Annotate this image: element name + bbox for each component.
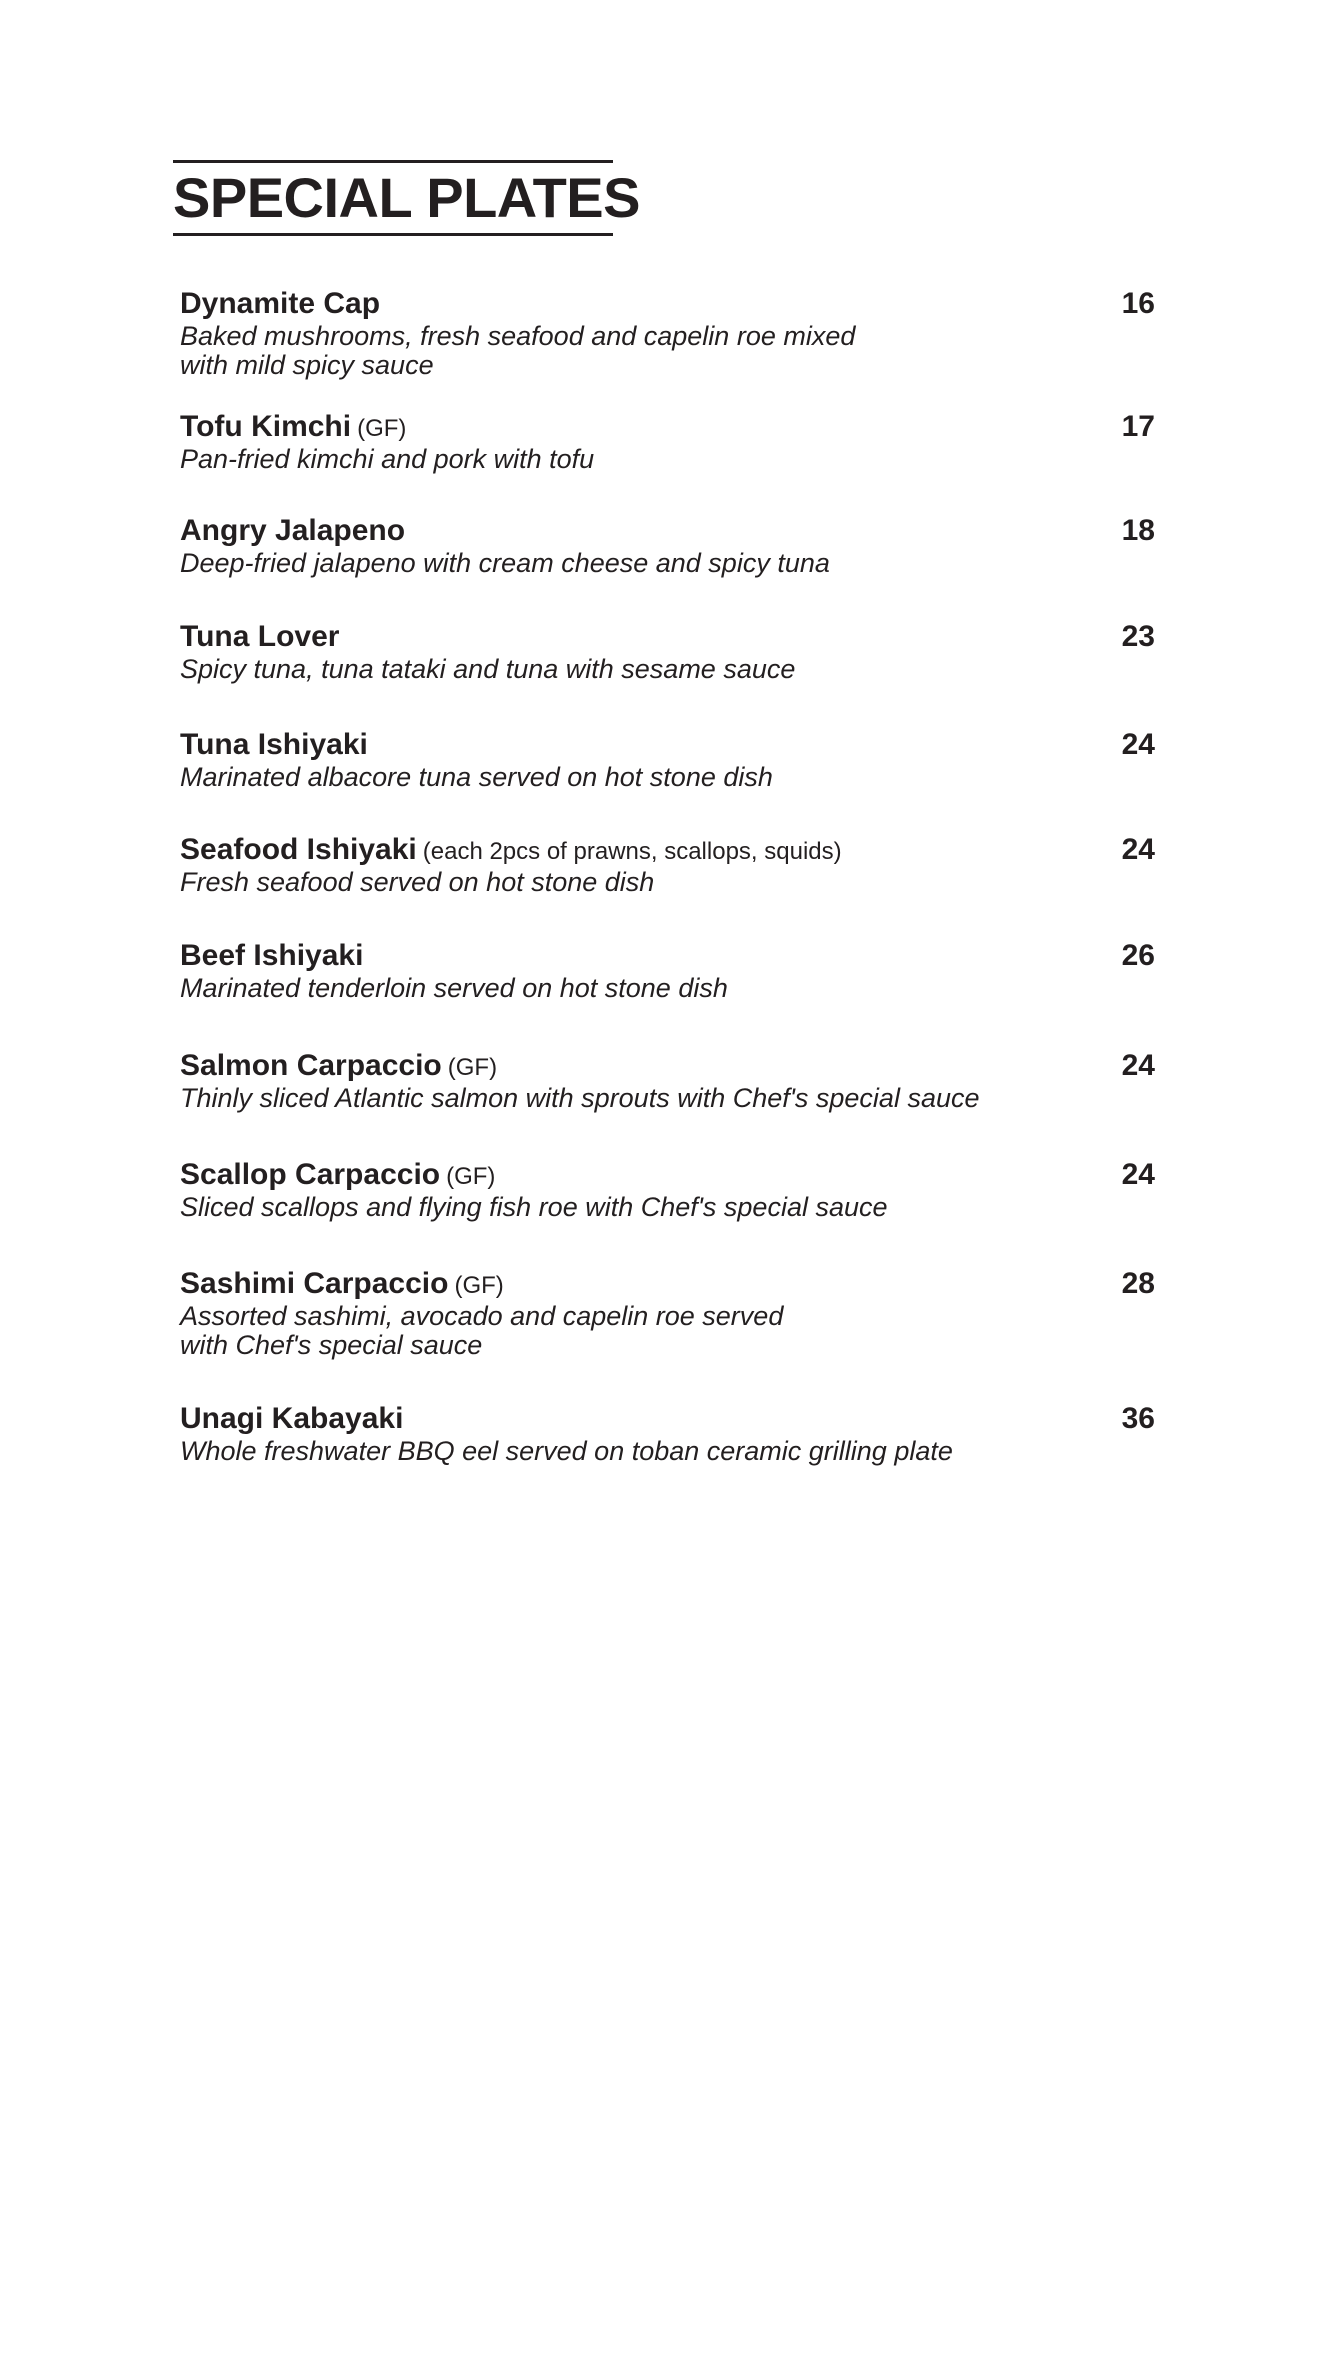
menu-item	[180, 621, 1155, 684]
item-note: (GF)	[357, 415, 407, 442]
item-description: Fresh seafood served on hot stone dish	[180, 867, 655, 897]
menu-item	[180, 729, 1155, 792]
item-note: (GF)	[446, 1163, 496, 1190]
item-description: Baked mushrooms, fresh seafood and capelin roe mixed with mild spicy sauce	[180, 321, 856, 380]
item-price: 24	[1121, 833, 1155, 866]
item-name: Tuna Lover	[180, 620, 340, 653]
item-name: Salmon Carpaccio (GF)	[180, 1049, 498, 1082]
item-price: 36	[1121, 1402, 1155, 1435]
item-description: Thinly sliced Atlantic salmon with sprouts with Chef's special sauce	[180, 1083, 980, 1113]
item-name: Unagi Kabayaki	[180, 1402, 404, 1435]
menu-item	[180, 1159, 1155, 1222]
item-name: Tuna Ishiyaki	[180, 728, 368, 761]
menu-item	[180, 940, 1155, 1003]
item-name: Seafood Ishiyaki (each 2pcs of prawns, scallops, squids)	[180, 833, 842, 866]
item-price: 16	[1121, 287, 1155, 320]
item-description: Marinated tenderloin served on hot stone dish	[180, 973, 728, 1003]
item-name: Scallop Carpaccio (GF)	[180, 1158, 496, 1191]
menu-item	[180, 1268, 1155, 1360]
item-note: (each 2pcs of prawns, scallops, squids)	[422, 838, 842, 865]
item-price: 28	[1121, 1267, 1155, 1300]
item-price: 18	[1121, 514, 1155, 547]
section-title: SPECIAL PLATES	[173, 166, 641, 229]
item-price: 17	[1121, 410, 1155, 443]
item-description: Pan-fried kimchi and pork with tofu	[180, 444, 595, 474]
item-description: Spicy tuna, tuna tataki and tuna with sesame sauce	[180, 654, 796, 684]
item-name: Beef Ishiyaki	[180, 939, 364, 972]
item-note: (GF)	[447, 1054, 498, 1081]
item-note: (GF)	[454, 1272, 504, 1299]
menu-item	[180, 515, 1155, 578]
menu-item	[180, 1050, 1155, 1113]
menu-item	[180, 411, 1155, 474]
item-description: Assorted sashimi, avocado and capelin roe served with Chef's special sauce	[180, 1301, 784, 1360]
item-price: 24	[1121, 1049, 1155, 1082]
item-price: 24	[1121, 1158, 1155, 1191]
item-name: Sashimi Carpaccio (GF)	[180, 1267, 504, 1300]
section-heading	[173, 160, 641, 236]
item-price: 24	[1121, 728, 1155, 761]
item-name: Dynamite Cap	[180, 287, 381, 320]
menu-item	[180, 834, 1155, 897]
item-description: Sliced scallops and flying fish roe with Chef's special sauce	[180, 1192, 888, 1222]
item-description: Deep-fried jalapeno with cream cheese and spicy tuna	[180, 548, 830, 578]
menu-item	[180, 288, 1155, 380]
menu-item	[180, 1403, 1155, 1466]
item-description: Whole freshwater BBQ eel served on toban ceramic grilling plate	[180, 1436, 953, 1466]
item-price: 26	[1121, 939, 1155, 972]
item-description: Marinated albacore tuna served on hot stone dish	[180, 762, 773, 792]
item-name: Tofu Kimchi (GF)	[180, 410, 407, 443]
item-price: 23	[1121, 620, 1155, 653]
item-name: Angry Jalapeno	[180, 514, 406, 547]
